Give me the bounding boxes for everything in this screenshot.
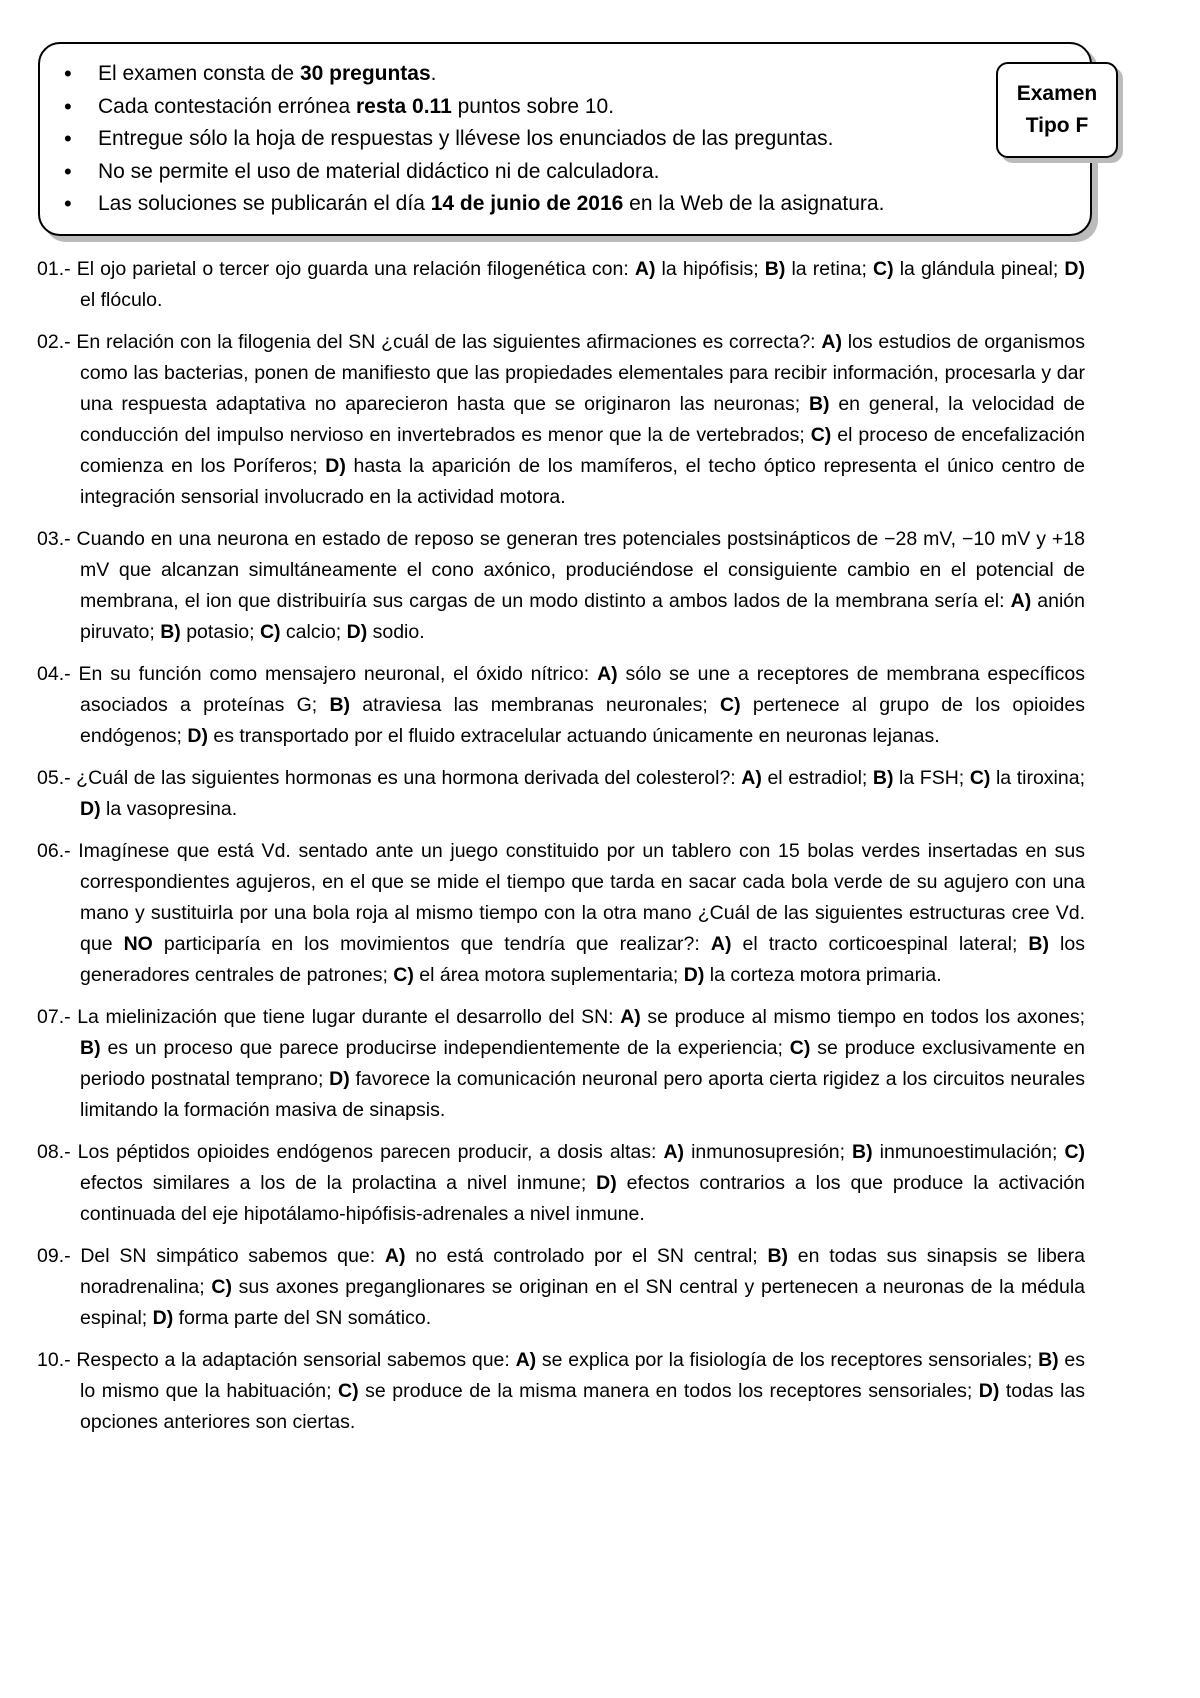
text: es transportado por el fluido extracelular actuando únicamente en neuronas lejanas. [207, 725, 940, 747]
bold-text: A) [741, 767, 762, 789]
text: . [430, 62, 437, 85]
bold-text: B) [160, 621, 181, 643]
question-item [37, 254, 1085, 316]
text: sus axones preganglionares se originan en el SN central y pertenecen a neuronas de la médula espinal; [80, 1276, 1085, 1329]
text: No se permite el uso de material didáctico ni de calculadora. [98, 159, 660, 183]
text: efectos contrarios a los que produce la activación continuada del eje hipotálamo-hipófisis-adrenales a nivel inmune. [80, 1172, 1085, 1225]
text: 06.- Imagínese que está Vd. sentado ante un juego constituido por un tablero con 15 bolas verdes insertadas en sus correspondientes agujeros, en el que se mide el tiempo que tarda en sacar cada bola verde de su agujero con una mano y sustituirla por una bola roja al mismo tiempo con la otra mano ¿Cuál de las siguientes estructuras cree Vd. que [37, 840, 1085, 955]
bold-text: C) [789, 1037, 811, 1059]
bold-text: A) [384, 1245, 406, 1267]
text: los generadores centrales de patrones; [80, 933, 1085, 986]
text: Cada contestación errónea [98, 94, 356, 118]
text: la hipófisis; [655, 258, 765, 280]
bold-text: NO [123, 933, 153, 955]
question-item [37, 763, 1085, 825]
bold-text: D) [683, 964, 705, 986]
questions-list [37, 254, 1085, 1449]
bold-text: B) [80, 1037, 101, 1059]
text: El examen consta de [98, 62, 300, 85]
bold-text: C) [393, 964, 414, 986]
text: la vasopresina. [100, 798, 238, 820]
text: en general, la velocidad de conducción del impulso nervioso en invertebrados es menor que la de vertebrados; [80, 393, 1085, 446]
text: la glándula pineal; [893, 258, 1065, 280]
text: todas las opciones anteriores son ciertas. [80, 1380, 1086, 1433]
instructions-list [40, 58, 884, 221]
text: inmunosupresión; [684, 1141, 853, 1163]
question-item [37, 1137, 1085, 1230]
text: participaría en los movimientos que tendría que realizar?: [152, 933, 711, 955]
bold-text: D) [346, 621, 368, 643]
text: favorece la comunicación neuronal pero aporta cierta rigidez a los circuitos neurales limitando la formación masiva de sinapsis. [80, 1068, 1085, 1121]
bold-text: resta 0.11 [356, 94, 452, 118]
text: 01.- El ojo parietal o tercer ojo guarda una relación filogenética con: [37, 258, 635, 280]
text: 10.- Respecto a la adaptación sensorial sabemos que: [37, 1349, 516, 1371]
text: potasio; [180, 621, 260, 643]
question-item [37, 836, 1085, 991]
instruction-item [98, 156, 884, 189]
bold-text: B) [808, 393, 830, 415]
text: el proceso de encefalización comienza en los Poríferos; [80, 424, 1085, 477]
text: es un proceso que parece producirse independientemente de la experiencia; [100, 1037, 790, 1059]
text: el área motora suplementaria; [413, 964, 684, 986]
bold-text: A) [663, 1141, 685, 1163]
bold-text: A) [620, 1006, 641, 1028]
instruction-item [98, 58, 884, 91]
instruction-item [98, 188, 884, 221]
text: en la Web de la asignatura. [623, 192, 885, 215]
bold-text: D) [1064, 258, 1085, 280]
instruction-item [98, 91, 884, 124]
text: se produce de la misma manera en todos los receptores sensoriales; [358, 1380, 979, 1402]
text: Las soluciones se publicarán el día [98, 192, 431, 215]
bold-text: D) [325, 455, 346, 477]
bold-text: D) [596, 1172, 617, 1194]
text: Entregue sólo la hoja de respuestas y llévese los enunciados de las preguntas. [98, 127, 834, 150]
bold-text: C) [720, 694, 741, 716]
bold-text: A) [1010, 590, 1032, 612]
exam-type-badge [996, 62, 1118, 158]
bold-text: B) [767, 1245, 789, 1267]
bold-text: A) [710, 933, 732, 955]
text: se explica por la fisiología de los receptores sensoriales; [536, 1349, 1039, 1371]
bold-text: B) [764, 258, 786, 280]
text: sólo se une a receptores de membrana específicos asociados a proteínas G; [80, 663, 1085, 716]
bold-text: 14 de junio de 2016 [430, 192, 624, 215]
bold-text: B) [1028, 933, 1049, 955]
question-item [37, 659, 1085, 752]
text: inmunoestimulación; [872, 1141, 1065, 1163]
text: el tracto corticoespinal lateral; [731, 933, 1029, 955]
exam-type-line1: Examen [1016, 82, 1098, 105]
bold-text: C) [969, 767, 991, 789]
text: 08.- Los péptidos opioides endógenos parecen producir, a dosis altas: [37, 1141, 664, 1163]
text: puntos sobre 10. [451, 94, 615, 118]
text: la FSH; [893, 767, 970, 789]
bold-text: B) [852, 1141, 873, 1163]
text: se produce exclusivamente en periodo postnatal temprano; [80, 1037, 1085, 1090]
bold-text: C) [211, 1276, 232, 1298]
text: calcio; [280, 621, 347, 643]
text: atraviesa las membranas neuronales; [350, 694, 721, 716]
text: es lo mismo que la habituación; [80, 1349, 1086, 1402]
exam-type-line2: Tipo F [1025, 114, 1089, 137]
question-item [37, 524, 1085, 648]
bold-text: C) [810, 424, 832, 446]
text: anión piruvato; [80, 590, 1085, 643]
bold-text: C) [259, 621, 281, 643]
bold-text: B) [1038, 1349, 1059, 1371]
bold-text: 30 preguntas [299, 62, 431, 85]
instructions-box [38, 42, 1098, 236]
text: 02.- En relación con la filogenia del SN ¿cuál de las siguientes afirmaciones es correcta?: [37, 331, 822, 353]
text: hasta la aparición de los mamíferos, el techo óptico representa el único centro de integración sensorial involucrado en la actividad motora. [80, 455, 1085, 508]
text: el estradiol; [761, 767, 873, 789]
text: el flóculo. [80, 289, 163, 311]
text: no está controlado por el SN central; [405, 1245, 768, 1267]
text: en todas sus sinapsis se libera noradrenalina; [80, 1245, 1085, 1298]
bold-text: D) [978, 1380, 1000, 1402]
question-item [37, 1241, 1085, 1334]
text: sodio. [367, 621, 425, 643]
bold-text: D) [80, 798, 101, 820]
bold-text: A) [597, 663, 618, 685]
question-item [37, 1345, 1085, 1438]
bold-text: B) [329, 694, 351, 716]
bold-text: C) [1064, 1141, 1086, 1163]
bold-text: D) [152, 1307, 174, 1329]
bold-text: D) [187, 725, 208, 747]
text: 07.- La mielinización que tiene lugar durante el desarrollo del SN: [37, 1006, 621, 1028]
text: los estudios de organismos como las bacterias, ponen de manifiesto que las propiedades elementales para recibir información, procesarla y dar una respuesta adaptativa no aparecieron hasta que se originaron las neuronas; [80, 331, 1085, 415]
bold-text: C) [338, 1380, 359, 1402]
bold-text: D) [329, 1068, 350, 1090]
text: forma parte del SN somático. [173, 1307, 432, 1329]
text: se produce al mismo tiempo en todos los axones; [640, 1006, 1086, 1028]
text: pertenece al grupo de los opioides endógenos; [80, 694, 1085, 747]
text: la corteza motora primaria. [704, 964, 942, 986]
text: 05.- ¿Cuál de las siguientes hormonas es una hormona derivada del colesterol?: [37, 767, 742, 789]
bold-text: B) [872, 767, 894, 789]
text: 04.- En su función como mensajero neuronal, el óxido nítrico: [37, 663, 598, 685]
question-item [37, 1002, 1085, 1126]
text: efectos similares a los de la prolactina a nivel inmune; [80, 1172, 597, 1194]
text: la tiroxina; [990, 767, 1085, 789]
bold-text: C) [873, 258, 894, 280]
bold-text: A) [821, 331, 842, 353]
text: 09.- Del SN simpático sabemos que: [37, 1245, 385, 1267]
instruction-item [98, 123, 884, 156]
question-item [37, 327, 1085, 513]
bold-text: A) [515, 1349, 537, 1371]
text: 03.- Cuando en una neurona en estado de reposo se generan tres potenciales postsinápticos de −28 mV, −10 mV y +18 mV que alcanzan simultáneamente el cono axónico, produciéndose el consiguiente cambio en el potencial de membrana, el ion que distribuiría sus cargas de un modo distinto a ambos lados de la membrana sería el: [37, 528, 1085, 612]
bold-text: A) [634, 258, 656, 280]
text: la retina; [785, 258, 874, 280]
